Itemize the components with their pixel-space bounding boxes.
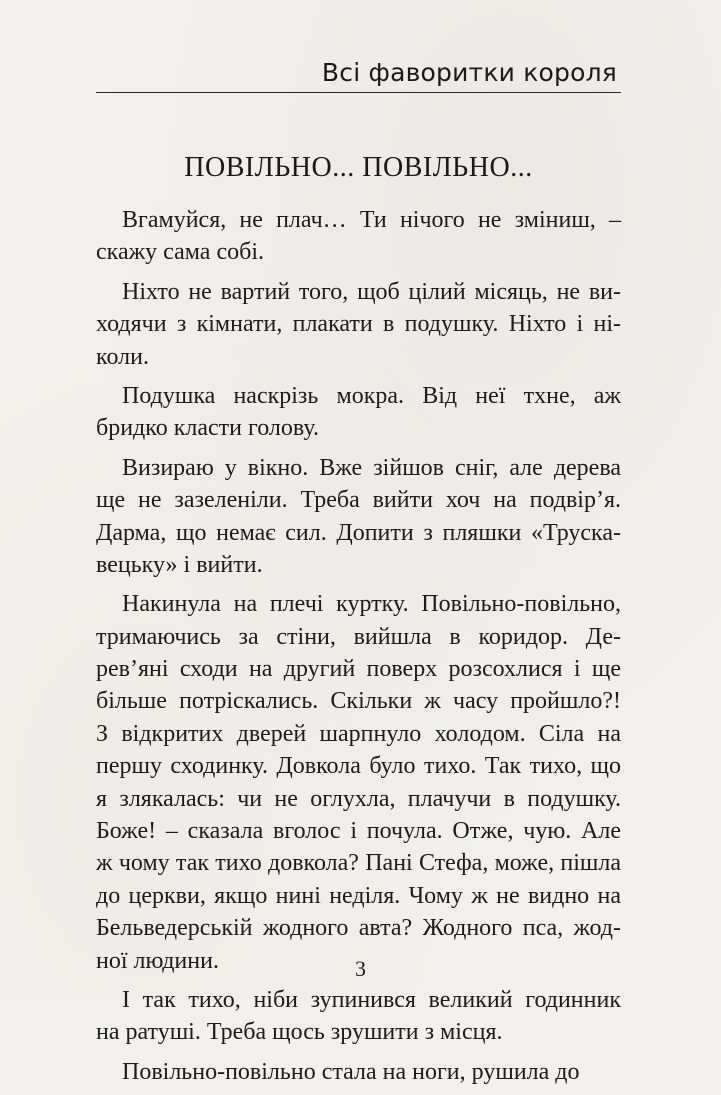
text-line: коли. <box>96 343 149 370</box>
chapter-title: ПОВІЛЬНО... ПОВІЛЬНО... <box>184 152 533 183</box>
paragraph <box>96 452 621 582</box>
running-head: Всі фаворитки короля <box>321 58 617 87</box>
paragraph <box>96 588 621 977</box>
paragraph <box>96 1056 621 1088</box>
text-line: Визираю у вікно. Вже зійшов сніг, але дерева <box>122 454 621 481</box>
header-rule <box>96 92 621 93</box>
text-line: вецьку» і вийти. <box>96 551 263 578</box>
text-line: тримаючись за стіни, вийшла в коридор. Де- <box>96 623 621 650</box>
text-line: скажу сама собі. <box>96 239 264 266</box>
text-line: ної людини. <box>96 947 219 974</box>
text-line: першу сходинку. Довкола було тихо. Так тихо, що <box>96 753 621 780</box>
text-line: Дарма, що немає сил. Допити з пляшки «Труска- <box>96 519 621 546</box>
text-line: рев’яні сходи на другий поверх розсохлися і ще <box>96 656 621 683</box>
text-line: Вгамуйся, не плач… Ти нічого не зміниш, – <box>122 207 621 233</box>
paragraph <box>96 984 621 1049</box>
text-line: ж чому так тихо довкола? Пані Стефа, може, пішла <box>96 850 621 877</box>
text-line: я злякалась: чи не оглухла, плачучи в подушку. <box>96 785 621 812</box>
text-line: до церкви, якщо нині неділя. Чому ж не видно на <box>96 882 621 909</box>
paragraph <box>96 380 621 445</box>
text-line: З відкритих дверей шарпнуло холодом. Сіла на <box>96 720 621 747</box>
text-line: Повільно-повільно стала на ноги, рушила до <box>122 1058 580 1085</box>
text-line: ходячи з кімнати, плакати в подушку. Ніхто і ні- <box>96 311 621 338</box>
text-line: Накинула на плечі куртку. Повільно-повільно, <box>122 591 621 618</box>
text-line: Боже! – сказала вголос і почула. Отже, чую. Але <box>96 818 621 845</box>
text-line: Ніхто не вартий того, щоб цілий місяць, не ви- <box>122 278 621 305</box>
text-line: більше потріскались. Скільки ж часу пройшло?! <box>96 688 621 715</box>
page-number: 3 <box>355 956 366 981</box>
text-line: ще не зазеленіли. Треба вийти хоч на подвір’я. <box>96 487 621 514</box>
paragraph <box>96 276 621 373</box>
text-line: Подушка наскрізь мокра. Від неї тхне, аж <box>122 382 621 409</box>
text-line: бридко класти голову. <box>96 415 319 442</box>
text-line: І так тихо, ніби зупинився великий годинник <box>122 986 621 1013</box>
text-line: Бельведерській жодного авта? Жодного пса, жод- <box>96 915 621 942</box>
paragraph <box>96 204 621 269</box>
text-line: на ратуші. Треба щось зрушити з місця. <box>96 1019 503 1046</box>
